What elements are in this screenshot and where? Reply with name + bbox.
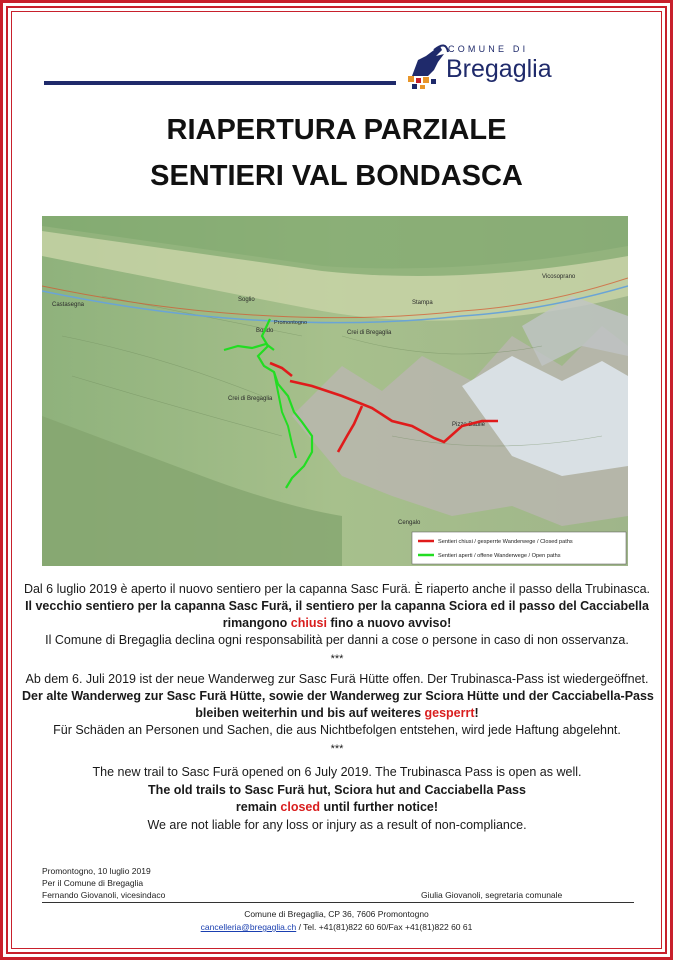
map-legend [412, 532, 626, 564]
de-line-3: bleiben weiterhin und bis auf weiteres gesperrt! [195, 706, 479, 720]
footer-address: Comune di Bregaglia, CP 36, 7606 Promontogno [244, 909, 429, 919]
title-line-1: RIAPERTURA PARZIALE [166, 114, 507, 146]
logo-comune-text: COMUNE DI [448, 44, 529, 54]
separator-1: *** [330, 653, 344, 665]
map-label-bondo: Bondo [256, 328, 274, 334]
title-line-2: SENTIERI VAL BONDASCA [150, 160, 523, 192]
signature-per: Per il Comune di Bregaglia [42, 878, 144, 888]
it-line-1: Dal 6 luglio 2019 è aperto il nuovo sentiero per la capanna Sasc Furä. È riaperto anche il passo della Trubinasca. [23, 582, 651, 596]
logo-name-text: Bregaglia [446, 55, 552, 83]
it-line-4: Il Comune di Bregaglia declina ogni responsabilità per danni a cose o persone in caso di non osservanza. [45, 633, 629, 647]
en-closed-word: closed [280, 800, 320, 814]
map-label-vicosoprano: Vicosoprano [542, 274, 576, 280]
en-line-3: remain closed until further notice! [235, 800, 439, 814]
footer-contact: cancelleria@bregaglia.ch / Tel. +41(81)822 60 60/Fax +41(81)822 60 61 [200, 922, 473, 932]
trail-map [42, 216, 628, 566]
it-closed-word: chiusi [290, 616, 327, 630]
en-line-2: The old trails to Sasc Furä hut, Sciora hut and Cacciabella Pass [148, 783, 526, 797]
de-line-1: Ab dem 6. Juli 2019 ist der neue Wanderweg zur Sasc Furä Hütte offen. Der Trubinasca-Pass ist wiedergeöffnet. [25, 672, 649, 686]
de-closed-word: gesperrt [424, 706, 475, 720]
map-label-crei-2: Crei di Bregaglia [228, 396, 273, 402]
en-line-4: We are not liable for any loss or injury as a result of non-compliance. [147, 818, 527, 832]
legend-closed: Sentieri chiusi / gesperrte Wanderwege / Closed paths [438, 539, 573, 545]
footer-rule [42, 902, 634, 903]
map-label-castasegna: Castasegna [52, 302, 85, 308]
header-rule [44, 81, 396, 85]
separator-2: *** [330, 743, 344, 755]
legend-open: Sentieri aperti / offene Wanderwege / Open paths [438, 553, 561, 559]
it-line-2: Il vecchio sentiero per la capanna Sasc Furä, il sentiero per la capanna Sciora ed il passo del Cacciabella [25, 599, 649, 613]
map-label-soglio: Soglio [238, 297, 255, 303]
map-label-cengalo: Cengalo [398, 520, 421, 526]
de-line-2: Der alte Wanderweg zur Sasc Furä Hütte, sowie der Wanderweg zur Sciora Hütte und der Cacciabella-Pass [22, 689, 654, 703]
en-line-1: The new trail to Sasc Furä opened on 6 July 2019. The Trubinasca Pass is open as well. [92, 765, 582, 779]
de-line-4: Für Schäden an Personen und Sachen, die aus Nichtbefolgen entstehen, wird jede Haftung abgelehnt. [53, 723, 621, 737]
it-line-3: rimangono chiusi fino a nuovo avviso! [222, 616, 452, 630]
signature-name: Fernando Giovanoli, vicesindaco [42, 890, 166, 900]
map-label-pizzo-badile: Pizzo Badile [452, 422, 486, 428]
map-label-crei: Crei di Bregaglia [347, 330, 392, 336]
map-label-stampa: Stampa [412, 300, 433, 306]
ibex-icon [408, 45, 448, 89]
map-label-promontogno: Promontogno [274, 320, 308, 326]
signature-secretary: Giulia Giovanoli, segretaria comunale [421, 890, 563, 900]
email-link[interactable]: cancelleria@bregaglia.ch [200, 922, 297, 932]
place-date: Promontogno, 10 luglio 2019 [42, 866, 151, 876]
